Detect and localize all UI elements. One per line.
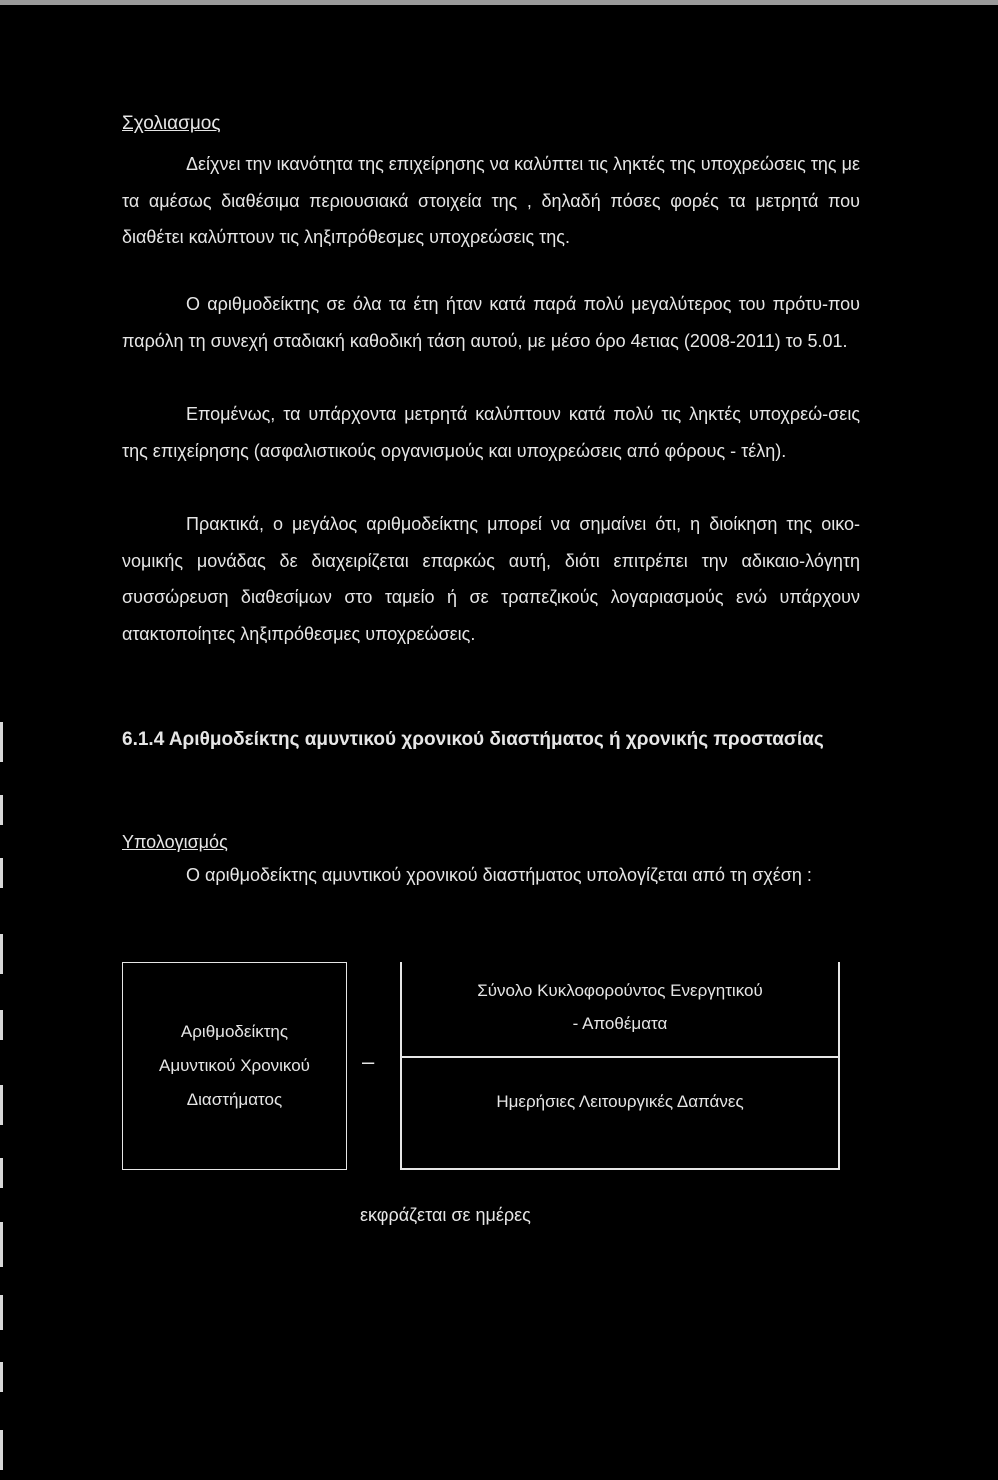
formula-left-box — [122, 962, 347, 1170]
scan-top-edge — [0, 0, 998, 5]
formula-operator: – — [362, 1049, 375, 1074]
fraction-numerator — [400, 974, 840, 1040]
formula-left-line-1: Αριθμοδείκτης — [180, 1022, 289, 1041]
numerator-line-2: - Αποθέματα — [572, 1014, 668, 1033]
paragraph-2: Ο αριθμοδείκτης σε όλα τα έτη ήταν κατά παρά πολύ μεγαλύτερος του πρότυ-που παρόλη τη συνεχή σταδιακή καθοδική τάση αυτού, με μέσο όρο 4ετιας (2008-2011) το 5.01. — [122, 294, 860, 351]
paragraph-1: Δείχνει την ικανότητα της επιχείρησης να καλύπτει τις ληκτές της υποχρεώσεις της με τα αμέσως διαθέσιμα περιουσιακά στοιχεία της , δηλαδή πόσες φορές τα μετρητά που διαθέτει καλύπτουν τις ληξιπρόθεσμες υποχρεώσεις της. — [122, 154, 860, 247]
section-heading: 6.1.4 Αριθμοδείκτης αμυντικού χρονικού διαστήματος ή χρονικής προστασίας — [122, 729, 824, 750]
formula-left-line-2: Αμυντικού Χρονικού — [159, 1056, 310, 1075]
footnote: εκφράζεται σε ημέρες — [360, 1205, 531, 1225]
formula — [122, 962, 838, 1170]
calc-text: Ο αριθμοδείκτης αμυντικού χρονικού διαστήματος υπολογίζεται από τη σχέση : — [186, 865, 812, 885]
fraction-bottom-border — [400, 1168, 840, 1170]
numerator-line-1: Σύνολο Κυκλοφορούντος Ενεργητικού — [477, 981, 763, 1000]
section-title: Σχολιασμος — [122, 113, 221, 134]
fraction-denominator: Ημερήσιες Λειτουργικές Δαπάνες — [496, 1092, 744, 1111]
fraction-bar — [400, 1056, 840, 1058]
calc-title: Υπολογισμός — [122, 832, 228, 852]
paragraph-3: Επομένως, τα υπάρχοντα μετρητά καλύπτουν κατά πολύ τις ληκτές υποχρεώ-σεις της επιχείρησης (ασφαλιστικούς οργανισμούς και υποχρεώσεις από φόρους - τέλη). — [122, 404, 860, 461]
formula-left-line-3: Διαστήματος — [186, 1090, 283, 1109]
paragraph-4: Πρακτικά, ο μεγάλος αριθμοδείκτης μπορεί να σημαίνει ότι, η διοίκηση της οικο-νομικής μονάδας δε διαχειρίζεται επαρκώς αυτή, διότι επιτρέπει την αδικαιο-λόγητη συσσώρευση διαθεσίμων στο ταμείο ή σε τραπεζικούς λογαριασμούς ενώ υπάρχουν ατακτοποίητες ληξιπρόθεσμες υποχρεώσεις. — [122, 514, 860, 644]
